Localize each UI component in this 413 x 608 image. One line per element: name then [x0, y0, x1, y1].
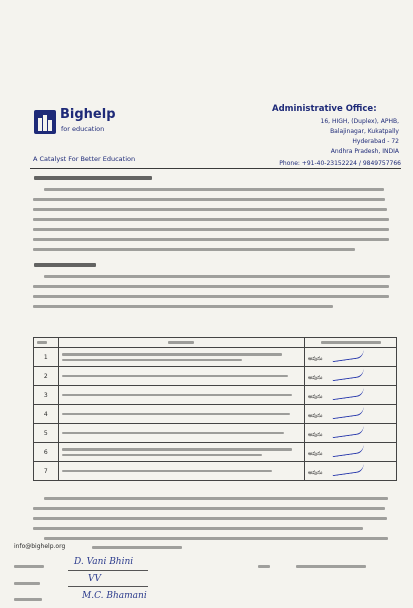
- class-entry: VV: [88, 574, 101, 584]
- table-row: 6 అవును: [34, 443, 397, 462]
- table-row: 4 అవును: [34, 405, 397, 424]
- answer-text: అవును: [308, 393, 323, 400]
- answer-text: అవును: [308, 412, 323, 419]
- checkmark-icon: [332, 387, 365, 399]
- answer-text: అవును: [308, 469, 323, 476]
- questionnaire-table: [33, 337, 397, 481]
- text-line: [33, 285, 389, 288]
- text-line: [44, 497, 388, 500]
- header-divider: [30, 168, 401, 169]
- checkmark-icon: [332, 425, 365, 437]
- answer-text: అవును: [308, 355, 323, 362]
- signature-label: [258, 565, 270, 568]
- answer-text: అవును: [308, 431, 323, 438]
- table-header-row: [34, 338, 397, 348]
- text-line: [92, 546, 182, 549]
- phone-number: Phone: +91-40-23152224 / 9849757766: [279, 160, 401, 167]
- office-title: Administrative Office:: [272, 104, 377, 114]
- text-line: [33, 248, 355, 251]
- text-line: [33, 305, 333, 308]
- text-line: [34, 263, 96, 267]
- checkmark-icon: [332, 463, 365, 475]
- checkmark-icon: [332, 349, 365, 361]
- table-row: 3 అవును: [34, 386, 397, 405]
- text-line: [33, 218, 389, 221]
- text-line: [33, 198, 385, 201]
- text-line: [33, 517, 387, 520]
- signature-label: [14, 582, 40, 585]
- address-line-2: Balajinagar, Kukatpally: [330, 128, 399, 135]
- table-row: 7 అవును: [34, 462, 397, 481]
- text-line: [44, 537, 388, 540]
- brand-name: Bighelp: [60, 107, 116, 122]
- text-line: [33, 208, 387, 211]
- checkmark-icon: [332, 368, 365, 380]
- table-row: 2 అవును: [34, 367, 397, 386]
- signature-label: [14, 598, 42, 601]
- text-line: [44, 275, 390, 278]
- contact-email: info@bighelp.org: [14, 543, 66, 550]
- text-line: [34, 176, 152, 180]
- signature-label: [14, 565, 44, 568]
- address-line-3: Hyderabad - 72: [352, 138, 399, 145]
- address-line-4: Andhra Pradesh, INDIA: [330, 148, 399, 155]
- student-signature: D. Vani Bhini: [74, 557, 134, 567]
- table-row: 1 అవును: [34, 348, 397, 367]
- signature-underline: [68, 570, 148, 571]
- guardian-signature: M.C. Bhamani: [82, 591, 147, 601]
- text-line: [33, 507, 385, 510]
- text-line: [33, 238, 389, 241]
- answer-text: అవును: [308, 450, 323, 457]
- text-line: [33, 295, 389, 298]
- checkmark-icon: [332, 444, 365, 456]
- text-line: [33, 527, 363, 530]
- tagline: A Catalyst For Better Education: [33, 155, 136, 163]
- table-row: 5 అవును: [34, 424, 397, 443]
- text-line: [33, 228, 389, 231]
- address-line-1: 16, HIGH, (Duplex), APHB,: [320, 118, 399, 125]
- bighelp-logo: [34, 110, 56, 134]
- answer-text: అవును: [308, 374, 323, 381]
- signature-underline: [68, 586, 148, 587]
- signature-label: [296, 565, 366, 568]
- checkmark-icon: [332, 406, 365, 418]
- text-line: [44, 188, 384, 191]
- brand-subtitle: for education: [61, 125, 105, 133]
